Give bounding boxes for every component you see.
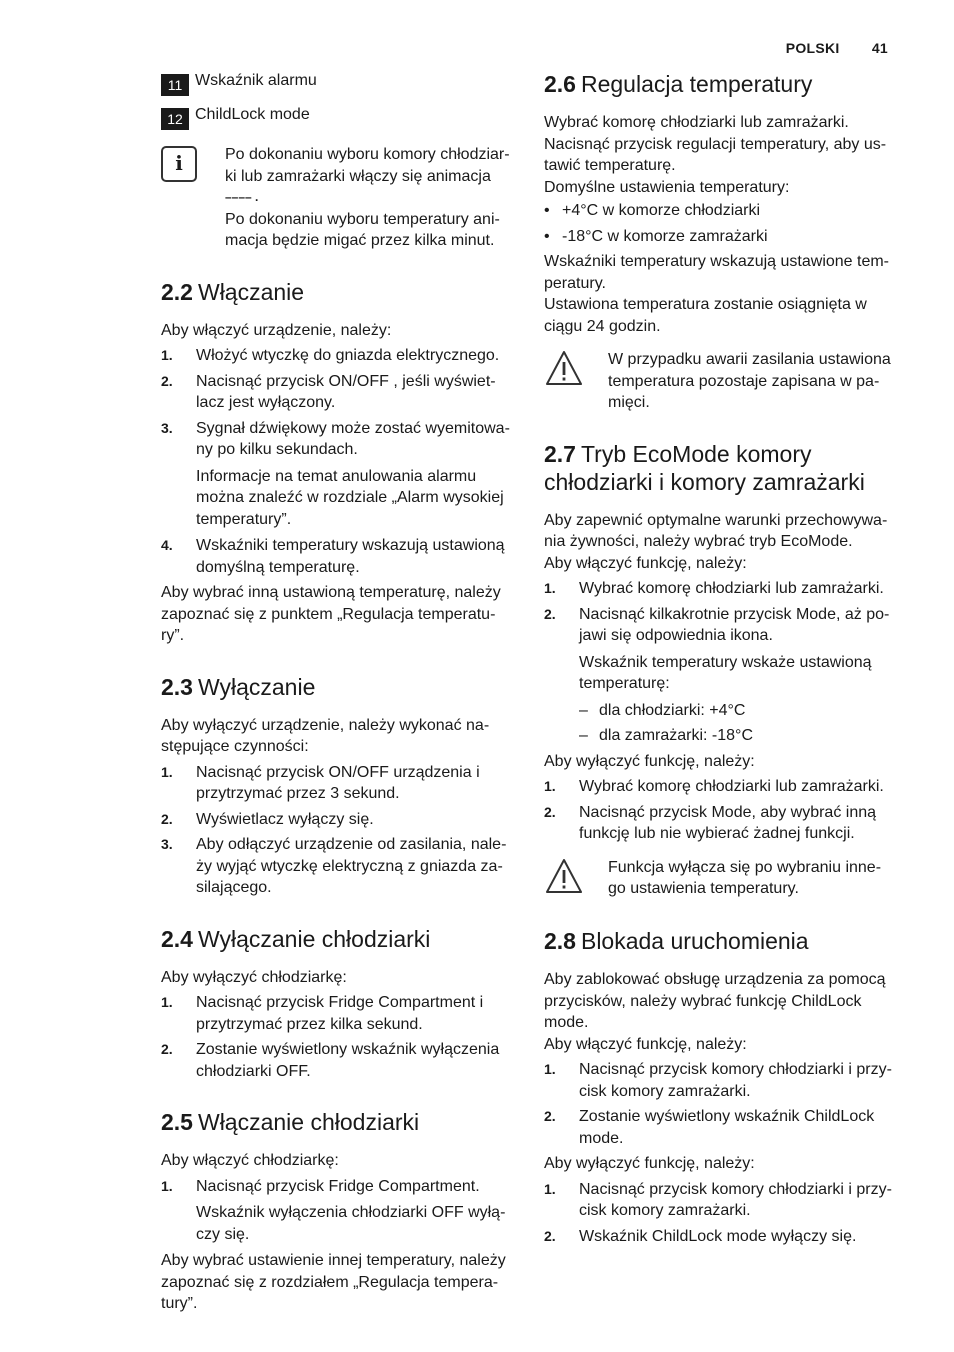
legend-item (161, 104, 516, 130)
list-item: 1. Nacisnąć przycisk ON/OFF urządzenia i przytrzymać przez 3 sekund. (161, 763, 480, 802)
paragraph: Aby włączyć urządzenie, należy: (161, 321, 392, 339)
list-item: 3. Sygnał dźwiękowy może zostać wyemitowa-ny po kilku sekundach. (161, 419, 510, 458)
warning-text: W przypadku awarii zasilania ustawiona temperatura pozostaje zapisana w pa-mięci. (608, 351, 891, 411)
section-title: Włączanie chłodziarki (197, 1109, 420, 1135)
paragraph: Aby zablokować obsługę urządzenia za pomocą przycisków, należy wybrać funkcję ChildLock mode. (544, 971, 886, 1031)
list-item: – dla chłodziarki: +4°C (579, 701, 746, 719)
section-title: Blokada uruchomienia (580, 928, 809, 954)
list-item: 1. Nacisnąć przycisk komory chłodziarki i przy-cisk komory zamrażarki. (544, 1180, 892, 1219)
warning-note (544, 857, 896, 902)
section-number: 2.8 (544, 928, 576, 954)
list-item: 2. Zostanie wyświetlony wskaźnik ChildLock mode. (544, 1108, 875, 1147)
warning-icon (544, 857, 584, 895)
section-title: Wyłączanie (197, 673, 316, 700)
steps-list (161, 762, 516, 899)
section-heading (161, 278, 516, 306)
language-label: POLSKI (785, 40, 840, 56)
list-item: 1. Wybrać komorę chłodziarki lub zamrażarki. (544, 778, 884, 795)
page-number: 41 (871, 40, 888, 56)
paragraph: Aby włączyć funkcję, należy: (544, 554, 747, 572)
section-heading (161, 925, 516, 953)
step-note: Wskaźnik temperatury wskaże ustawioną temperaturę: (579, 653, 872, 692)
paragraph: Aby wyłączyć funkcję, należy: (544, 752, 755, 770)
paragraph: Aby wybrać ustawienie innej temperatury, należy zapoznać się z rozdziałem „Regulacja tempera-tury”. (161, 1252, 506, 1312)
list-item: 3. Aby odłączyć urządzenie od zasilania, nale-ży wyjąć wtyczkę elektryczną z gniazda za-silającego. (161, 836, 507, 896)
paragraph: Domyślne ustawienia temperatury: (544, 178, 790, 196)
section-title: Regulacja temperatury (580, 71, 813, 97)
steps-list (161, 345, 516, 461)
step-note: Wskaźnik wyłączenia chłodziarki OFF wyłą-czy się. (196, 1204, 506, 1243)
warning-icon (544, 349, 584, 387)
list-item: 2. Nacisnąć przycisk Mode, aby wybrać inną funkcję lub nie wybierać żadnej funkcji. (544, 803, 877, 842)
warning-note (544, 349, 896, 414)
steps-list (161, 992, 516, 1082)
section-heading (161, 673, 516, 701)
list-item: • +4°C w komorze chłodziarki (544, 202, 761, 219)
legend-label: ChildLock mode (195, 106, 310, 123)
page-header (758, 40, 888, 56)
paragraph: Aby zapewnić optymalne warunki przechowywa-nia żywności, należy wybrać tryb EcoMode. (544, 511, 888, 550)
info-note-text: Po dokonaniu wyboru komory chłodziar-ki lub zamrażarki włączy się animacja (225, 146, 510, 185)
list-item: 1. Wybrać komorę chłodziarki lub zamrażarki. (544, 580, 884, 597)
left-column (161, 70, 516, 1315)
paragraph: Ustawiona temperatura zostanie osiągnięta w ciągu 24 godzin. (544, 296, 867, 335)
paragraph: Aby włączyć funkcję, należy: (544, 1035, 747, 1053)
section-number: 2.5 (161, 1109, 193, 1135)
steps-list (544, 776, 896, 845)
list-item: 1. Nacisnąć przycisk Fridge Compartment i przytrzymać przez kilka sekund. (161, 994, 484, 1033)
legend-label: Wskaźnik alarmu (195, 72, 317, 89)
bullet-list (544, 200, 896, 247)
section-number: 2.6 (544, 71, 576, 97)
list-item: • -18°C w komorze zamrażarki (544, 227, 768, 245)
paragraph: Wskaźniki temperatury wskazują ustawione tem-peratury. (544, 253, 890, 292)
list-item: – dla zamrażarki: -18°C (579, 727, 753, 744)
steps-list (544, 578, 896, 647)
list-item: 2. Nacisnąć kilkakrotnie przycisk Mode, aż po-jawi się odpowiednia ikona. (544, 605, 890, 644)
info-note-text: Po dokonaniu wyboru temperatury ani-macja będzie migać przez kilka minut. (225, 210, 500, 249)
paragraph: Aby wyłączyć urządzenie, należy wykonać na-stępujące czynności: (161, 716, 490, 755)
info-icon: i (161, 146, 197, 182)
dash-list (579, 700, 896, 747)
list-item: 2. Zostanie wyświetlony wskaźnik wyłączenia chłodziarki OFF. (161, 1041, 500, 1080)
warning-text: Funkcja wyłącza się po wybraniu inne-go ustawienia temperatury. (608, 858, 882, 897)
section-heading (161, 1108, 516, 1136)
paragraph: Aby wyłączyć funkcję, należy: (544, 1155, 755, 1172)
list-item: 1. Nacisnąć przycisk komory chłodziarki i przy-cisk komory zamrażarki. (544, 1061, 892, 1100)
right-column (544, 70, 896, 1251)
list-item: 2. Nacisnąć przycisk ON/OFF , jeśli wyświet-lacz jest wyłączony. (161, 372, 496, 411)
legend-number: 11 (161, 74, 189, 96)
steps-list (161, 535, 516, 578)
section-heading (544, 440, 896, 496)
section-title: Wyłączanie chłodziarki (197, 925, 431, 952)
section-number: 2.7 (544, 440, 576, 467)
animation-dashes: –––– . (225, 190, 259, 204)
paragraph: Wybrać komorę chłodziarki lub zamrażarki. Nacisnąć przycisk regulacji temperatury, aby us-tawić temperaturę. (544, 114, 887, 174)
list-item: 4. Wskaźniki temperatury wskazują ustawioną domyślną temperaturę. (161, 537, 505, 576)
section-title: Tryb EcoMode komory chłodziarki i komory zamrażarki (544, 440, 865, 495)
section-number: 2.2 (161, 278, 193, 305)
list-item: 2. Wyświetlacz wyłączy się. (161, 810, 374, 828)
paragraph: Aby wyłączyć chłodziarkę: (161, 968, 347, 986)
step-note: Informacje na temat anulowania alarmu można znaleźć w rozdziale „Alarm wysokiej temperatury”. (196, 467, 504, 528)
section-number: 2.3 (161, 673, 193, 700)
list-item: 1. Włożyć wtyczkę do gniazda elektrycznego. (161, 347, 500, 364)
section-number: 2.4 (161, 925, 193, 952)
steps-list (544, 1179, 896, 1248)
steps-list (161, 1176, 516, 1198)
legend-number: 12 (161, 108, 189, 130)
list-item: 2. Wskaźnik ChildLock mode wyłączy się. (544, 1227, 857, 1245)
section-heading (544, 70, 896, 98)
list-item: 1. Nacisnąć przycisk Fridge Compartment. (161, 1177, 480, 1195)
legend-item (161, 70, 516, 96)
section-title: Włączanie (197, 278, 305, 305)
section-heading (544, 927, 896, 955)
steps-list (544, 1059, 896, 1149)
paragraph: Aby wybrać inną ustawioną temperaturę, należy zapoznać się z punktem „Regulacja temperatu-ry”. (161, 584, 501, 644)
paragraph: Aby włączyć chłodziarkę: (161, 1152, 339, 1169)
info-note (161, 144, 516, 252)
